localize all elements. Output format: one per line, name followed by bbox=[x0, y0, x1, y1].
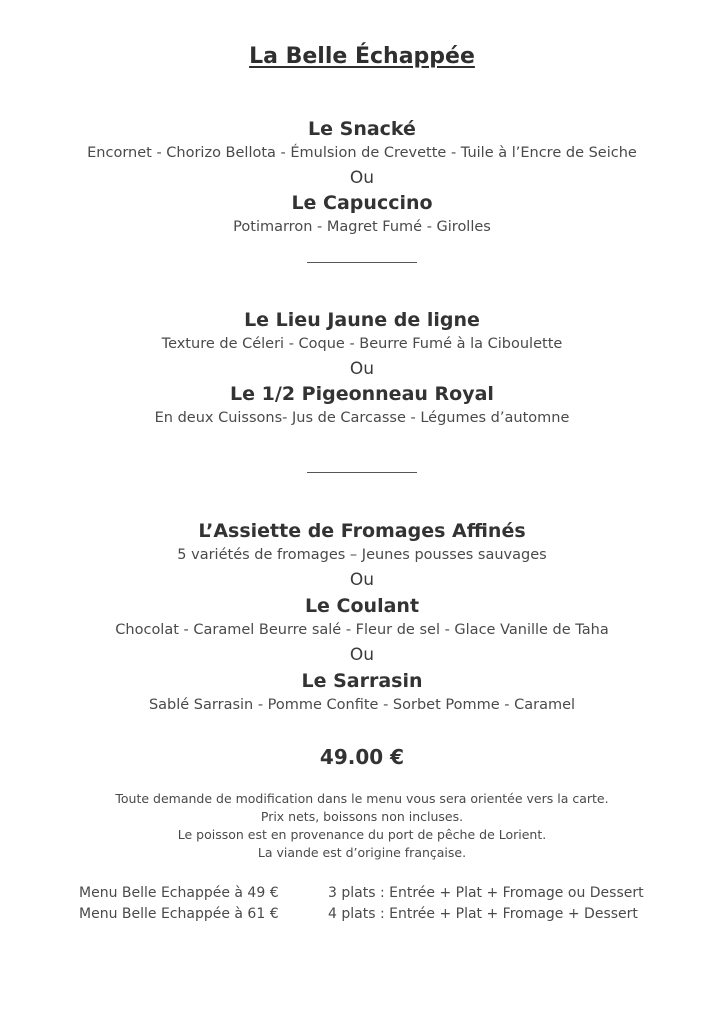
note-meat-origin: La viande est d’origine française. bbox=[257, 845, 467, 860]
dessert-1-name: L’Assiette de Fromages Affinés bbox=[198, 520, 526, 542]
dessert-1-description: 5 variétés de fromages – Jeunes pousses sauvages bbox=[177, 547, 547, 563]
menu-title: La Belle Échappée bbox=[249, 44, 475, 69]
note-modification: Toute demande de modification dans le menu vous sera orientée vers la carte. bbox=[115, 791, 609, 806]
dessert-2-description: Chocolat - Caramel Beurre salé - Fleur de sel - Glace Vanille de Taha bbox=[115, 622, 609, 638]
entree-1-description: Encornet - Chorizo Bellota - Émulsion de Crevette - Tuile à l’Encre de Seiche bbox=[87, 145, 637, 161]
note-prices: Prix nets, boissons non incluses. bbox=[260, 809, 464, 824]
section-divider-2 bbox=[307, 472, 417, 473]
formula-1-detail: 3 plats : Entrée + Plat + Fromage ou Dessert bbox=[328, 885, 644, 901]
plat-or-separator: Ou bbox=[349, 359, 375, 379]
plat-2-name: Le 1/2 Pigeonneau Royal bbox=[230, 383, 494, 405]
note-fish-origin: Le poisson est en provenance du port de pêche de Lorient. bbox=[177, 827, 547, 842]
formula-1-name: Menu Belle Echappée à 49 € bbox=[79, 885, 279, 901]
dessert-or-separator-1: Ou bbox=[349, 570, 375, 590]
formula-2-detail: 4 plats : Entrée + Plat + Fromage + Dessert bbox=[328, 906, 638, 922]
formula-2-name: Menu Belle Echappée à 61 € bbox=[79, 906, 279, 922]
dessert-or-separator-2: Ou bbox=[349, 645, 375, 665]
menu-price: 49.00 € bbox=[319, 745, 405, 769]
dessert-2-name: Le Coulant bbox=[304, 595, 420, 617]
entree-1-name: Le Snacké bbox=[308, 118, 416, 140]
section-divider-1 bbox=[307, 262, 417, 263]
plat-1-name: Le Lieu Jaune de ligne bbox=[244, 309, 480, 331]
plat-2-description: En deux Cuissons- Jus de Carcasse - Légumes d’automne bbox=[154, 410, 570, 426]
entree-2-name: Le Capuccino bbox=[291, 192, 433, 214]
entree-or-separator: Ou bbox=[349, 168, 375, 188]
entree-2-description: Potimarron - Magret Fumé - Girolles bbox=[233, 219, 491, 235]
dessert-3-description: Sablé Sarrasin - Pomme Confite - Sorbet Pomme - Caramel bbox=[148, 697, 576, 713]
plat-1-description: Texture de Céleri - Coque - Beurre Fumé à la Ciboulette bbox=[161, 336, 563, 352]
dessert-3-name: Le Sarrasin bbox=[301, 670, 423, 692]
